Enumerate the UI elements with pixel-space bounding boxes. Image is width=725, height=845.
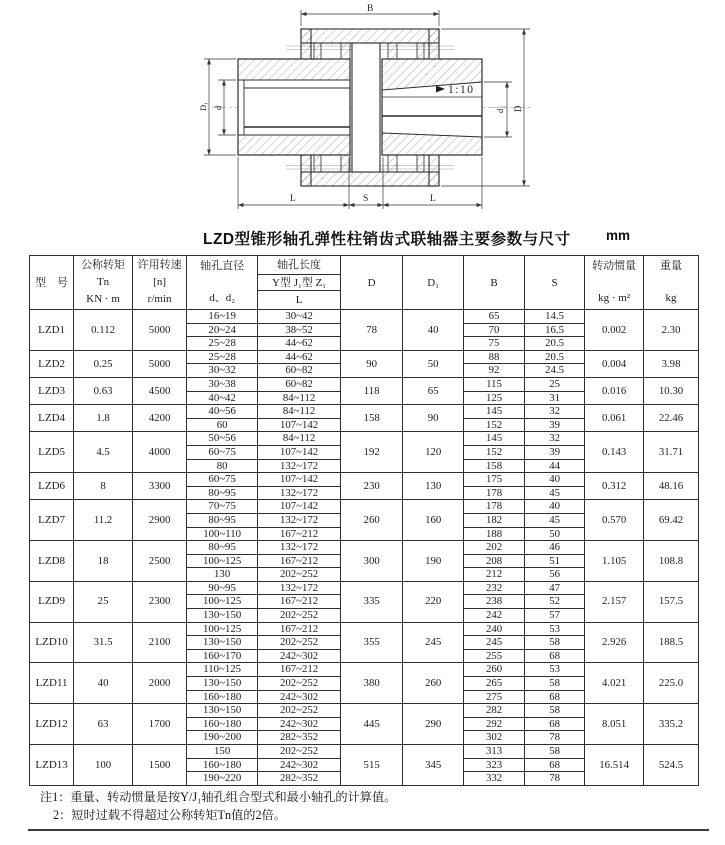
cell-torque: 4.5 — [74, 432, 133, 473]
cell-bore-diameter: 60 — [187, 418, 258, 432]
cell-B: 145 — [464, 405, 525, 419]
cell-B: 65 — [464, 310, 525, 324]
cell-B: 255 — [464, 649, 525, 663]
cell-B: 188 — [464, 527, 525, 541]
cell-bore-diameter: 80~95 — [187, 513, 258, 527]
left-hub — [238, 59, 350, 155]
cell-bore-diameter: 50~56 — [187, 432, 258, 446]
header-text: KN · m — [86, 293, 120, 305]
cell-weight: 108.8 — [644, 541, 699, 582]
cell-bore-diameter: 100~125 — [187, 595, 258, 609]
header-text: 许用转速 — [137, 259, 182, 271]
cell-S: 46 — [525, 541, 585, 555]
page-title: LZD型锥形轴孔弹性柱销齿式联轴器主要参数与尺寸 — [203, 231, 571, 248]
cell-torque: 25 — [74, 581, 133, 622]
cell-bore-length: 282~352 — [258, 731, 341, 745]
cell-S: 20.5 — [525, 350, 585, 364]
cell-bore-length: 84~112 — [258, 432, 341, 446]
cell-bore-length: 167~212 — [258, 595, 341, 609]
header-speed — [133, 256, 187, 310]
cell-D: 335 — [341, 581, 403, 622]
cell-S: 32 — [525, 432, 585, 446]
cell-torque: 40 — [74, 663, 133, 704]
cell-model: LZD11 — [30, 663, 74, 704]
cell-weight: 22.46 — [644, 405, 699, 432]
cell-torque: 8 — [74, 473, 133, 500]
cell-weight: 188.5 — [644, 622, 699, 663]
cell-B: 313 — [464, 745, 525, 759]
cell-B: 282 — [464, 704, 525, 718]
cell-speed: 4200 — [133, 405, 187, 432]
cell-inertia: 0.061 — [585, 405, 644, 432]
cell-D: 118 — [341, 377, 403, 404]
cell-B: 152 — [464, 445, 525, 459]
cell-D1: 40 — [403, 310, 464, 351]
cell-S: 39 — [525, 445, 585, 459]
cell-D: 515 — [341, 745, 403, 786]
header-D: D — [341, 256, 403, 310]
cell-bore-diameter: 30~38 — [187, 377, 258, 391]
cell-B: 208 — [464, 554, 525, 568]
cell-weight: 2.30 — [644, 310, 699, 351]
header-B: B — [464, 256, 525, 310]
table-body — [30, 310, 699, 786]
cell-model: LZD4 — [30, 405, 74, 432]
cell-bore-diameter: 160~180 — [187, 758, 258, 772]
cell-D1: 120 — [403, 432, 464, 473]
cell-D1: 90 — [403, 405, 464, 432]
header-weight-stack — [644, 257, 698, 308]
cell-B: 175 — [464, 473, 525, 487]
table-row — [30, 622, 699, 636]
cell-bore-diameter: 60~75 — [187, 445, 258, 459]
header-bore-length-title: 轴孔长度 — [258, 256, 341, 275]
cell-speed: 5000 — [133, 310, 187, 351]
cell-inertia: 0.143 — [585, 432, 644, 473]
cell-D1: 190 — [403, 541, 464, 582]
cell-weight: 31.71 — [644, 432, 699, 473]
cell-bore-diameter: 100~125 — [187, 554, 258, 568]
cell-bore-diameter: 160~170 — [187, 649, 258, 663]
cell-B: 158 — [464, 459, 525, 473]
cell-S: 68 — [525, 717, 585, 731]
cell-weight: 225.0 — [644, 663, 699, 704]
cell-torque: 18 — [74, 541, 133, 582]
cell-model: LZD6 — [30, 473, 74, 500]
cell-S: 32 — [525, 405, 585, 419]
cell-S: 51 — [525, 554, 585, 568]
cell-bore-diameter: 190~200 — [187, 731, 258, 745]
cell-B: 152 — [464, 418, 525, 432]
header-model: 型 号 — [30, 256, 74, 310]
cell-bore-length: 202~252 — [258, 745, 341, 759]
cell-S: 58 — [525, 636, 585, 650]
cell-D1: 245 — [403, 622, 464, 663]
cell-inertia: 0.004 — [585, 350, 644, 377]
cell-weight: 157.5 — [644, 581, 699, 622]
cell-B: 242 — [464, 609, 525, 623]
header-torque — [74, 256, 133, 310]
cell-bore-diameter: 25~28 — [187, 337, 258, 351]
cell-speed: 5000 — [133, 350, 187, 377]
cell-S: 45 — [525, 486, 585, 500]
cell-bore-length: 107~142 — [258, 500, 341, 514]
cell-B: 70 — [464, 323, 525, 337]
cell-bore-diameter: 60~75 — [187, 473, 258, 487]
header-weight — [644, 256, 699, 310]
cell-S: 40 — [525, 473, 585, 487]
cell-D: 230 — [341, 473, 403, 500]
cell-bore-length: 44~62 — [258, 350, 341, 364]
cell-S: 78 — [525, 731, 585, 745]
cell-torque: 0.25 — [74, 350, 133, 377]
cell-inertia: 0.016 — [585, 377, 644, 404]
cell-bore-length: 167~212 — [258, 527, 341, 541]
cell-D1: 260 — [403, 663, 464, 704]
unit-label: mm — [606, 228, 631, 243]
cell-bore-diameter: 100~125 — [187, 622, 258, 636]
cell-bore-length: 202~252 — [258, 609, 341, 623]
cell-B: 182 — [464, 513, 525, 527]
cell-bore-length: 242~302 — [258, 717, 341, 731]
cell-bore-diameter: 16~19 — [187, 310, 258, 324]
pin-column — [352, 43, 380, 172]
header-text: 公称转矩 — [81, 259, 126, 271]
cell-B: 302 — [464, 731, 525, 745]
cell-B: 92 — [464, 364, 525, 378]
cell-B: 240 — [464, 622, 525, 636]
note-line-2: 2：短时过载不得超过公称转矩Tn值的2倍。 — [53, 807, 286, 822]
cell-bore-length: 60~82 — [258, 377, 341, 391]
cell-bore-diameter: 40~42 — [187, 391, 258, 405]
cell-speed: 2900 — [133, 500, 187, 541]
table-row — [30, 704, 699, 718]
dim-label-D1: D₁ — [198, 101, 208, 111]
cell-torque: 1.8 — [74, 405, 133, 432]
table-row — [30, 377, 699, 391]
cell-S: 47 — [525, 581, 585, 595]
dim-label-L-right: L — [430, 194, 436, 204]
cell-bore-diameter: 30~32 — [187, 364, 258, 378]
header-text: 轴孔直径 — [200, 260, 245, 272]
cell-D1: 220 — [403, 581, 464, 622]
cell-bore-diameter: 40~56 — [187, 405, 258, 419]
cell-bore-length: 132~172 — [258, 513, 341, 527]
cell-bore-length: 282~352 — [258, 772, 341, 786]
cell-S: 68 — [525, 758, 585, 772]
cell-speed: 4000 — [133, 432, 187, 473]
cell-inertia: 2.926 — [585, 622, 644, 663]
cell-S: 16.5 — [525, 323, 585, 337]
cell-S: 40 — [525, 500, 585, 514]
cell-bore-length: 107~142 — [258, 473, 341, 487]
cell-bore-length: 167~212 — [258, 622, 341, 636]
cell-inertia: 0.002 — [585, 310, 644, 351]
cell-bore-diameter: 190~220 — [187, 772, 258, 786]
cell-model: LZD2 — [30, 350, 74, 377]
cell-bore-diameter: 160~180 — [187, 717, 258, 731]
cell-bore-diameter: 70~75 — [187, 500, 258, 514]
cell-bore-length: 167~212 — [258, 554, 341, 568]
cell-bore-length: 242~302 — [258, 649, 341, 663]
cell-model: LZD10 — [30, 622, 74, 663]
cell-S: 31 — [525, 391, 585, 405]
header-inertia-stack — [585, 257, 643, 308]
notes — [40, 789, 680, 824]
cell-S: 52 — [525, 595, 585, 609]
cell-bore-diameter: 20~24 — [187, 323, 258, 337]
coupling-section-drawing — [0, 0, 725, 218]
dim-label-d: d — [213, 105, 223, 110]
dim-label-L-left: L — [290, 194, 296, 204]
cell-S: 24.5 — [525, 364, 585, 378]
cell-bore-length: 38~52 — [258, 323, 341, 337]
cell-B: 178 — [464, 486, 525, 500]
cell-S: 53 — [525, 622, 585, 636]
cell-S: 68 — [525, 690, 585, 704]
cell-inertia: 16.514 — [585, 745, 644, 786]
header-text: kg · m² — [598, 292, 631, 304]
cell-model: LZD5 — [30, 432, 74, 473]
header-inertia — [585, 256, 644, 310]
cell-torque: 63 — [74, 704, 133, 745]
cell-bore-length: 242~302 — [258, 758, 341, 772]
cell-bore-length: 60~82 — [258, 364, 341, 378]
cell-weight: 48.16 — [644, 473, 699, 500]
cell-D1: 130 — [403, 473, 464, 500]
cell-B: 232 — [464, 581, 525, 595]
cell-weight: 69.42 — [644, 500, 699, 541]
cell-model: LZD7 — [30, 500, 74, 541]
cell-bore-diameter: 80~95 — [187, 486, 258, 500]
cell-bore-diameter: 130 — [187, 568, 258, 582]
header-text: d、d₂ — [209, 292, 236, 304]
cell-S: 39 — [525, 418, 585, 432]
cell-B: 332 — [464, 772, 525, 786]
header-text: Tn — [96, 276, 110, 288]
table-row — [30, 310, 699, 324]
cell-bore-length: 132~172 — [258, 486, 341, 500]
cell-B: 115 — [464, 377, 525, 391]
cell-B: 145 — [464, 432, 525, 446]
cell-S: 78 — [525, 772, 585, 786]
cell-model: LZD9 — [30, 581, 74, 622]
cell-S: 50 — [525, 527, 585, 541]
table-row — [30, 745, 699, 759]
dim-label-D: D — [513, 105, 523, 112]
table-row — [30, 473, 699, 487]
cell-B: 178 — [464, 500, 525, 514]
cell-inertia: 0.570 — [585, 500, 644, 541]
table-row — [30, 541, 699, 555]
cell-bore-diameter: 100~110 — [187, 527, 258, 541]
cell-B: 260 — [464, 663, 525, 677]
cell-bore-length: 107~142 — [258, 445, 341, 459]
taper-label: 1:10 — [448, 84, 475, 96]
cell-model: LZD3 — [30, 377, 74, 404]
table-row — [30, 405, 699, 419]
cell-bore-diameter: 80~95 — [187, 541, 258, 555]
cell-B: 212 — [464, 568, 525, 582]
cell-inertia: 2.157 — [585, 581, 644, 622]
parameters-table — [29, 255, 699, 786]
cell-speed: 3300 — [133, 473, 187, 500]
header-bore-diameter-stack — [187, 257, 257, 308]
header-bore-length-types: Y型 J₁型 Z₁ — [258, 275, 341, 291]
cell-D1: 290 — [403, 704, 464, 745]
cell-D: 300 — [341, 541, 403, 582]
cell-S: 53 — [525, 663, 585, 677]
cell-bore-length: 30~42 — [258, 310, 341, 324]
cell-bore-length: 202~252 — [258, 677, 341, 691]
cell-bore-diameter: 110~125 — [187, 663, 258, 677]
cell-D: 380 — [341, 663, 403, 704]
cell-torque: 31.5 — [74, 622, 133, 663]
cell-bore-diameter: 150 — [187, 745, 258, 759]
cell-B: 265 — [464, 677, 525, 691]
cell-bore-diameter: 80 — [187, 459, 258, 473]
cell-B: 75 — [464, 337, 525, 351]
table-row — [30, 663, 699, 677]
note-line-1: 注1：重量、转动惯量是按Y/J₁轴孔组合型式和最小轴孔的计算值。 — [40, 790, 397, 804]
cell-D1: 345 — [403, 745, 464, 786]
bottom-rule — [28, 829, 709, 831]
cell-B: 245 — [464, 636, 525, 650]
cell-D: 355 — [341, 622, 403, 663]
cell-model: LZD8 — [30, 541, 74, 582]
cell-S: 57 — [525, 609, 585, 623]
cell-torque: 11.2 — [74, 500, 133, 541]
cell-S: 44 — [525, 459, 585, 473]
cell-S: 58 — [525, 677, 585, 691]
cell-S: 58 — [525, 745, 585, 759]
header-text: [n] — [153, 276, 166, 288]
cell-D: 192 — [341, 432, 403, 473]
cell-D: 158 — [341, 405, 403, 432]
drawing-svg — [0, 0, 725, 218]
cell-S: 56 — [525, 568, 585, 582]
cell-speed: 4500 — [133, 377, 187, 404]
header-text: kg — [665, 292, 677, 304]
cell-bore-diameter: 130~150 — [187, 704, 258, 718]
cell-D: 78 — [341, 310, 403, 351]
header-text: 重量 — [660, 260, 683, 272]
cell-speed: 2100 — [133, 622, 187, 663]
cell-bore-length: 44~62 — [258, 337, 341, 351]
cell-torque: 100 — [74, 745, 133, 786]
cell-bore-length: 107~142 — [258, 418, 341, 432]
cell-B: 202 — [464, 541, 525, 555]
cell-bore-diameter: 25~28 — [187, 350, 258, 364]
cell-B: 323 — [464, 758, 525, 772]
cell-speed: 2000 — [133, 663, 187, 704]
table-row — [30, 500, 699, 514]
cell-inertia: 4.021 — [585, 663, 644, 704]
cell-speed: 1500 — [133, 745, 187, 786]
cell-D1: 50 — [403, 350, 464, 377]
cell-weight: 335.2 — [644, 704, 699, 745]
dim-label-S: S — [363, 194, 369, 204]
cell-B: 88 — [464, 350, 525, 364]
header-S: S — [525, 256, 585, 310]
cell-bore-length: 202~252 — [258, 568, 341, 582]
cell-bore-length: 84~112 — [258, 405, 341, 419]
cell-model: LZD12 — [30, 704, 74, 745]
cell-inertia: 1.105 — [585, 541, 644, 582]
cell-D1: 160 — [403, 500, 464, 541]
table-header — [30, 256, 699, 310]
cell-bore-length: 132~172 — [258, 459, 341, 473]
cell-speed: 2500 — [133, 541, 187, 582]
cell-bore-length: 242~302 — [258, 690, 341, 704]
cell-bore-diameter: 130~150 — [187, 677, 258, 691]
cell-S: 68 — [525, 649, 585, 663]
header-torque-stack — [74, 257, 132, 308]
cell-weight: 524.5 — [644, 745, 699, 786]
cell-speed: 1700 — [133, 704, 187, 745]
table-row — [30, 432, 699, 446]
cell-S: 20.5 — [525, 337, 585, 351]
cell-S: 14.5 — [525, 310, 585, 324]
dim-label-d2: d₂ — [495, 105, 505, 113]
cell-model: LZD1 — [30, 310, 74, 351]
title-row — [0, 227, 725, 249]
cell-S: 45 — [525, 513, 585, 527]
right-hub — [382, 59, 482, 155]
cell-B: 125 — [464, 391, 525, 405]
cell-speed: 2300 — [133, 581, 187, 622]
cell-bore-length: 132~172 — [258, 541, 341, 555]
table-row — [30, 581, 699, 595]
cell-bore-length: 132~172 — [258, 581, 341, 595]
cell-inertia: 8.051 — [585, 704, 644, 745]
cell-torque: 0.112 — [74, 310, 133, 351]
header-text: r/min — [147, 293, 172, 305]
header-text: 转动惯量 — [592, 260, 637, 272]
cell-S: 25 — [525, 377, 585, 391]
cell-weight: 10.30 — [644, 377, 699, 404]
cell-bore-length: 167~212 — [258, 663, 341, 677]
header-bore-diameter — [187, 256, 258, 310]
cell-inertia: 0.312 — [585, 473, 644, 500]
cell-bore-length: 84~112 — [258, 391, 341, 405]
cell-bore-diameter: 130~150 — [187, 636, 258, 650]
cell-D: 260 — [341, 500, 403, 541]
cell-B: 275 — [464, 690, 525, 704]
header-D1: D₁ — [403, 256, 464, 310]
cell-bore-length: 202~252 — [258, 636, 341, 650]
dim-label-B: B — [367, 4, 374, 14]
cell-D1: 65 — [403, 377, 464, 404]
cell-D: 445 — [341, 704, 403, 745]
cell-D: 90 — [341, 350, 403, 377]
table-wrap — [29, 255, 699, 786]
header-bore-length-L: L — [258, 291, 341, 310]
cell-B: 238 — [464, 595, 525, 609]
cell-weight: 3.98 — [644, 350, 699, 377]
cell-bore-diameter: 160~180 — [187, 690, 258, 704]
cell-bore-diameter: 90~95 — [187, 581, 258, 595]
table-row — [30, 350, 699, 364]
header-speed-stack — [133, 257, 186, 308]
cell-bore-diameter: 130~150 — [187, 609, 258, 623]
cell-bore-length: 202~252 — [258, 704, 341, 718]
cell-S: 58 — [525, 704, 585, 718]
cell-B: 292 — [464, 717, 525, 731]
cell-model: LZD13 — [30, 745, 74, 786]
cell-torque: 0.63 — [74, 377, 133, 404]
